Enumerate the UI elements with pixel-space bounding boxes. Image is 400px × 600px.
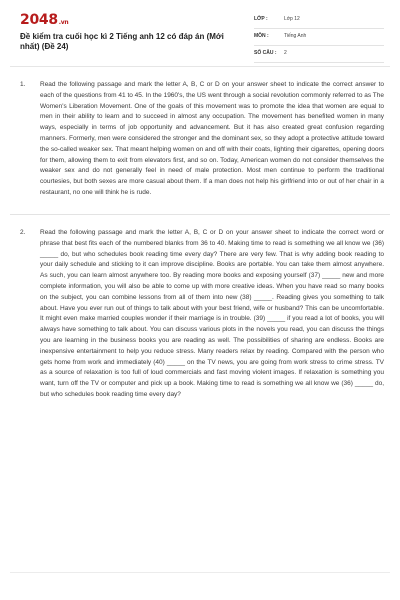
logo-main: 2048 xyxy=(20,12,58,28)
meta-count-row xyxy=(254,48,384,63)
footer-divider xyxy=(10,572,390,573)
question-number: 2. xyxy=(20,229,26,236)
question-separator xyxy=(10,214,390,215)
count-value: 2 xyxy=(284,50,287,56)
count-label: SỐ CÂU : xyxy=(254,50,277,56)
question-text: Read the following passage and mark the letter A, B, C or D on your answer sheet to indicate the correct answer to each of the questions from 41 to 45. In the 1960's, the US went through a social revolution commonly referred to as The Women's Liberation Movement. One of the goals of this movement was to promote the idea that women are equal to men in their ability to learn and to succeed in almost any occupation. The movement has benefited women in many ways, especially in terms of job opportunity and advancement. But it has also created great confusion regarding manners. Formerly, men were considered the stronger and the dominant sex, so they adopt a protective attitude toward the so-called weaker sex. That meant helping women on and off with their coats, lighting their cigarettes, opening doors for them, allowing them to exit from elevators first, and so on. Today, American women do not consider themselves the weaker sex and do not generally feel in need of male protection. Most men continue to perform the traditional courtesies, but both sexes are more casual about them. If a man does not help his girlfriend into or out of her chair in a restaurant, no one will think he is rude. xyxy=(40,81,385,196)
document-title: Đề kiểm tra cuối học kì 2 Tiếng anh 12 có đáp án (Mới nhất) (Đề 24) xyxy=(20,32,224,51)
grade-label: LỚP : xyxy=(254,16,268,22)
site-logo[interactable] xyxy=(20,12,68,28)
page-header xyxy=(0,0,400,68)
subject-value: Tiếng Anh xyxy=(284,33,307,39)
subject-label: MÔN : xyxy=(254,33,269,39)
logo-sub: .vn xyxy=(58,19,69,26)
meta-subject-row xyxy=(254,31,384,46)
meta-info xyxy=(254,14,384,65)
grade-value: Lớp 12 xyxy=(284,16,300,22)
meta-grade-row xyxy=(254,14,384,29)
question-number: 1. xyxy=(20,81,26,88)
question-text: Read the following passage and mark the letter A, B, C or D on your answer sheet to indicate the correct word or phrase that best fits each of the numbered blanks from 36 to 40. Making time to read is something we all know we (36) _____ do, but who schedules book reading time every day? There are very few. That is why adding book reading to your daily schedule and sticking to it can improve discipline. Books are portable. You can take them almost anywhere. As such, you can learn almost anywhere too. By reading more books and exposing yourself (37) _____ new and more complete information, you will also be able to come up with more creative ideas. When you have read so many books on the subject, you can combine lessons from all of them into new (38) _____. Reading gives you something to talk about. Have you ever run out of things to talk about with your best friend, wife or husband? This can be uncomfortable. It might even make married couples wonder if their marriage is in trouble. (39) _____ if you read a lot of books, you will always have something to talk about. You can discuss various plots in the novels you read, you can discuss the things you are learning in the business books you are reading as well. The possibilities of sharing are endless. Books are inexpensive entertainment to help you reduce stress. Many readers relax by reading. Compared with the person who gets home from work and immediately (40) _____ on the TV news, you are going from work stress to crime stress. TV as a source of relaxation is too full of loud commercials and fast moving violent images. If relaxation is something you want, turn off the TV or computer and pick up a book. Making time to read is something we all know we (36) _____ do, but who schedules book reading time every day? xyxy=(40,229,384,398)
header-divider xyxy=(10,66,390,67)
